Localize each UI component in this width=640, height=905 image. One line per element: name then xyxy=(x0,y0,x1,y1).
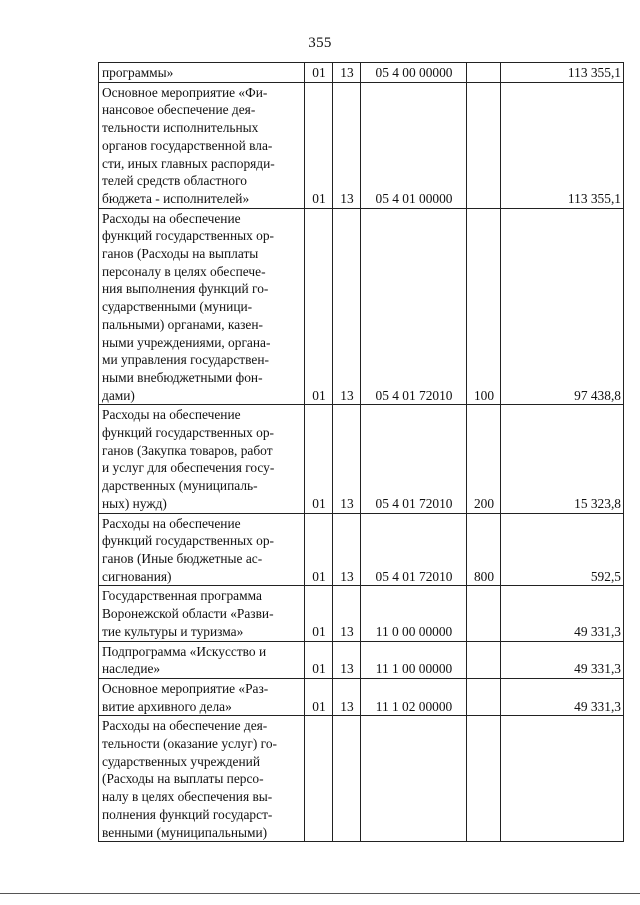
table-row xyxy=(99,208,624,405)
section-code-cell: 01 xyxy=(305,63,333,83)
expense-type-cell xyxy=(467,641,501,678)
amount-cell: 49 331,3 xyxy=(501,641,624,678)
target-article-cell: 05 4 01 72010 xyxy=(361,405,467,513)
table-row xyxy=(99,82,624,208)
target-article-cell: 05 4 01 00000 xyxy=(361,82,467,208)
section-code-cell: 01 xyxy=(305,405,333,513)
table-row xyxy=(99,405,624,513)
expense-name-cell: Подпрограмма «Искусство и наследие» xyxy=(99,641,305,678)
target-article-cell xyxy=(361,716,467,842)
target-article-cell: 11 0 00 00000 xyxy=(361,586,467,641)
amount-cell: 113 355,1 xyxy=(501,63,624,83)
expense-type-cell: 200 xyxy=(467,405,501,513)
subsection-code-cell: 13 xyxy=(333,208,361,405)
section-code-cell: 01 xyxy=(305,513,333,586)
subsection-code-cell: 13 xyxy=(333,405,361,513)
table-row xyxy=(99,586,624,641)
subsection-code-cell: 13 xyxy=(333,641,361,678)
section-code-cell: 01 xyxy=(305,586,333,641)
page-number: 355 xyxy=(308,35,332,51)
table-row xyxy=(99,678,624,715)
subsection-code-cell: 13 xyxy=(333,586,361,641)
expense-type-cell xyxy=(467,586,501,641)
target-article-cell: 11 1 00 00000 xyxy=(361,641,467,678)
table-row xyxy=(99,63,624,83)
expense-name-cell: Расходы на обеспечение функций государственных ор- ганов (Иные бюджетные ас- сигнования) xyxy=(99,513,305,586)
expense-type-cell xyxy=(467,63,501,83)
subsection-code-cell: 13 xyxy=(333,678,361,715)
table-row xyxy=(99,641,624,678)
section-code-cell: 01 xyxy=(305,82,333,208)
expense-name-cell: Основное мероприятие «Фи- нансовое обеспечение дея- тельности исполнительных органов государственной вла- сти, иных главных распоряди- телей средств областного бюджета - исполнителей» xyxy=(99,82,305,208)
amount-cell: 113 355,1 xyxy=(501,82,624,208)
expense-name-cell: Расходы на обеспечение функций государственных ор- ганов (Закупка товаров, работ и услуг для обеспечения госу- дарственных (муниципаль- ных) нужд) xyxy=(99,405,305,513)
target-article-cell: 05 4 01 72010 xyxy=(361,513,467,586)
expense-type-cell xyxy=(467,716,501,842)
section-code-cell: 01 xyxy=(305,208,333,405)
expense-name-cell: Основное мероприятие «Раз- витие архивного дела» xyxy=(99,678,305,715)
subsection-code-cell xyxy=(333,716,361,842)
section-code-cell xyxy=(305,716,333,842)
section-code-cell: 01 xyxy=(305,641,333,678)
expense-type-cell: 100 xyxy=(467,208,501,405)
subsection-code-cell: 13 xyxy=(333,63,361,83)
budget-table xyxy=(98,62,624,842)
amount-cell: 97 438,8 xyxy=(501,208,624,405)
target-article-cell: 05 4 00 00000 xyxy=(361,63,467,83)
bottom-rule xyxy=(0,893,640,894)
target-article-cell: 11 1 02 00000 xyxy=(361,678,467,715)
table-row xyxy=(99,513,624,586)
expense-name-cell: Расходы на обеспечение функций государственных ор- ганов (Расходы на выплаты персоналу в целях обеспече- ния выполнения функций го- сударственными (муници- пальными) органами, казен- ными учреждениями, органа- ми управления государствен- ными внебюджетными фон- дами) xyxy=(99,208,305,405)
amount-cell: 49 331,3 xyxy=(501,586,624,641)
amount-cell: 15 323,8 xyxy=(501,405,624,513)
expense-name-cell: программы» xyxy=(99,63,305,83)
expense-type-cell xyxy=(467,678,501,715)
subsection-code-cell: 13 xyxy=(333,513,361,586)
expense-type-cell xyxy=(467,82,501,208)
expense-name-cell: Государственная программа Воронежской области «Разви- тие культуры и туризма» xyxy=(99,586,305,641)
target-article-cell: 05 4 01 72010 xyxy=(361,208,467,405)
amount-cell xyxy=(501,716,624,842)
expense-name-cell: Расходы на обеспечение дея- тельности (оказание услуг) го- сударственных учреждений (Расходы на выплаты персо- налу в целях обеспечения вы- полнения функций государст- венными (муниципальными) xyxy=(99,716,305,842)
section-code-cell: 01 xyxy=(305,678,333,715)
amount-cell: 592,5 xyxy=(501,513,624,586)
budget-table-body xyxy=(99,63,624,842)
amount-cell: 49 331,3 xyxy=(501,678,624,715)
table-row xyxy=(99,716,624,842)
subsection-code-cell: 13 xyxy=(333,82,361,208)
expense-type-cell: 800 xyxy=(467,513,501,586)
